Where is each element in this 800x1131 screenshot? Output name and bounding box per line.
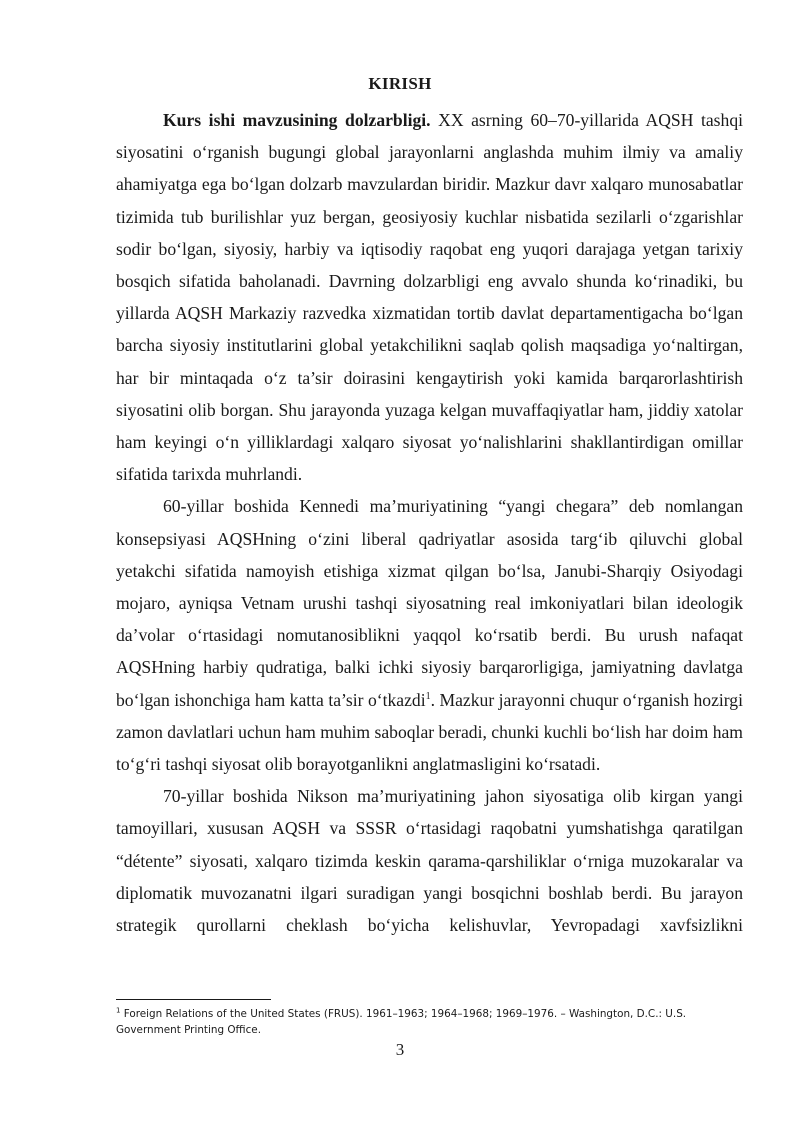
footnote-text: Foreign Relations of the United States (FRUS). 1961–1963; 1964–1968; 1969–1976. – Washington, D.C.: U.S. Government Printing Office. xyxy=(116,1008,687,1036)
paragraph-lead: Kurs ishi mavzusining dolzarbligi. xyxy=(163,110,431,130)
page-number: 3 xyxy=(395,1040,405,1059)
paragraph-text: 70-yillar boshida Nikson ma’muriyatining jahon siyosatiga olib kirgan yangi tamoyillari, xususan AQSH va SSSR o‘rtasidagi raqobatni yumshatishga qaratilgan “détente” siyosati, xalqaro tizimda keskin qarama-qarshiliklar o‘rniga muzokaralar va diplomatik muvozanatni ilgari suradigan yangi bosqichni boshlab berdi. Bu jarayon strategik qurollarni cheklash bo‘yicha kelishuvlar, Yevropadagi xavfsizlikni xyxy=(116,786,743,936)
paragraph-text: . Mazkur jarayonni chuqur o‘rganish hozirgi zamon davlatlari uchun ham muhim saboqlar beradi, chunki kuchli bo‘lish har doim ham to‘g‘ri tashqi siyosat olib borayotganlikni anglatmasligini ko‘rsatadi. xyxy=(116,689,743,775)
footnote-number: 1 xyxy=(116,1006,121,1015)
footnote xyxy=(116,1006,743,1038)
paragraph-text: XX asrning 60–70-yillarida AQSH tashqi siyosatini o‘rganish bugungi global jarayonlarni anglashda muhim ilmiy va amaliy ahamiyatga ega bo‘lgan dolzarb mavzulardan biridir. Mazkur davr xalqaro munosabatlar tizimida tub burilishlar yuz bergan, geosiyosiy kuchlar nisbatida sezilarli o‘zgarishlar sodir bo‘lgan, siyosiy, harbiy va iqtisodiy raqobat eng yuqori darajaga yetgan tarixiy bosqich sifatida baholanadi. Davrning dolzarbligi eng avvalo shunda ko‘rinadiki, bu yillarda AQSH Markaziy razvedka xizmatidan tortib davlat departamentigacha bo‘lgan barcha siyosiy institutlarini global yetakchilikni saqlab qolish maqsadiga yo‘naltirgan, har bir mintaqada o‘z ta’sir doirasini kengaytirish yoki kamida barqarorlashtirish siyosatini olib borgan. Shu jarayonda yuzaga kelgan muvaffaqiyatlar ham, jiddiy xatolar ham keyingi o‘n yilliklardagi xalqaro siyosat yo‘nalishlarini shakllantirdigan omillar sifatida tarixda muhrlandi. xyxy=(116,110,743,485)
paragraph-text: 60-yillar boshida Kennedi ma’muriyatining “yangi chegara” deb nomlangan konsepsiyasi AQSHning o‘zini liberal qadriyatlar asosida targ‘ib qiluvchi global yetakchi sifatida namoyish etishiga xizmat qilgan bo‘lsa, Janubi-Sharqiy Osiyodagi mojaro, ayniqsa Vetnam urushi tashqi siyosatning real imkoniyatlari bilan ideologik da’volar o‘rtasidagi nomutanosiblikni yaqqol ko‘rsatib berdi. Bu urush nafaqat AQSHning harbiy qudratiga, balki ichki siyosiy barqarorligiga, jamiyatning davlatga bo‘lgan ishonchiga ham katta ta’sir o‘tkazdi xyxy=(116,496,743,710)
footnote-separator xyxy=(116,999,271,1000)
section-heading: KIRISH xyxy=(368,74,432,93)
paragraph-relevance xyxy=(116,104,743,490)
body-text xyxy=(116,104,743,941)
footnote-reference[interactable]: 1 xyxy=(425,690,431,702)
paragraph-nixon xyxy=(116,780,743,941)
paragraph-kennedy xyxy=(116,490,743,780)
